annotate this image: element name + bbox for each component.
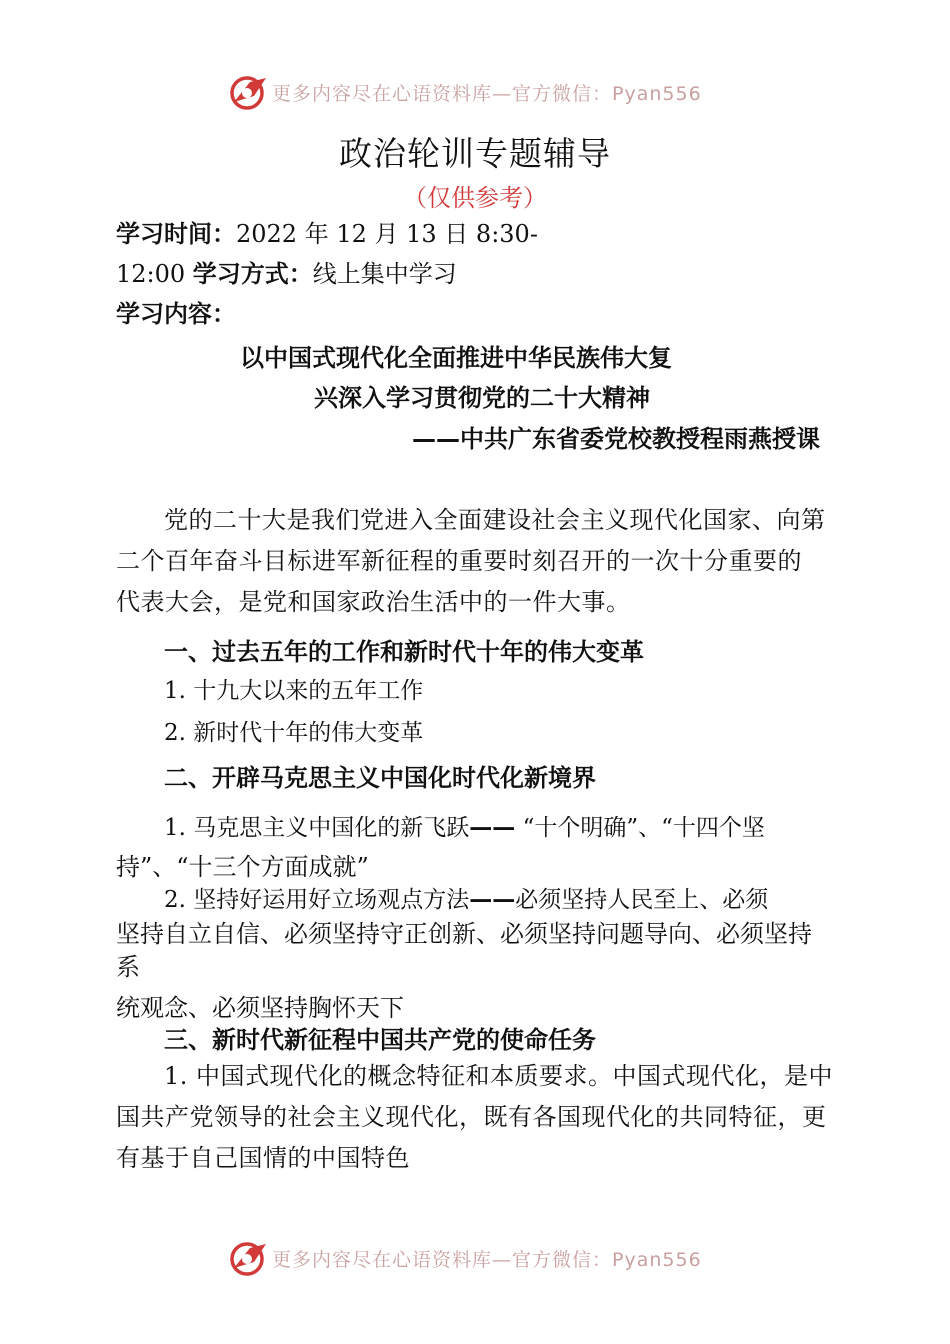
section-2-item-2-cont-3: 统观念、必须坚持胸怀天下 — [116, 994, 404, 1022]
lecture-title-line-2: 兴深入学习贯彻党的二十大精神 — [314, 384, 650, 412]
section-2-heading: 二、开辟马克思主义中国化时代化新境界 — [164, 764, 596, 792]
section-2-item-2: 2. 坚持好运用好立场观点方法——必须坚持人民至上、必须 — [164, 887, 769, 913]
section-2-item-1-cont: 持”、“十三个方面成就” — [116, 853, 369, 881]
section-1-item-1: 1. 十九大以来的五年工作 — [164, 678, 424, 704]
section-3-paragraph: 1. 中国式现代化的概念特征和本质要求。中国式现代化，是中 国共产党领导的社会主义现代化，既有各国现代化的共同特征，更 有基于自己国情的中国特色 — [116, 1062, 834, 1172]
study-time-line: 学习时间：2022 年 12 月 13 日 8:30- — [116, 220, 538, 248]
intro-paragraph: 党的二十大是我们党进入全面建设社会主义现代化国家、向第 二个百年奋斗目标进军新征程的重要时刻召开的一次十分重要的 代表大会，是党和国家政治生活中的一件大事。 — [116, 506, 826, 616]
section-2-item-2-cont-1: 坚持自立自信、必须坚持守正创新、必须坚持问题导向、必须坚持 — [116, 920, 812, 948]
section-2-item-2-cont-2: 系 — [116, 953, 140, 981]
section-2-item-1: 1. 马克思主义中国化的新飞跃—— “十个明确”、“十四个坚 — [164, 815, 765, 841]
study-content-line: 学习内容： — [116, 300, 236, 328]
page-title: 政治轮训专题辅导 — [339, 134, 611, 173]
banner-text: 更多内容尽在心语资料库—官方微信：Pyan556 — [272, 82, 702, 105]
section-1-heading: 一、过去五年的工作和新时代十年的伟大变革 — [164, 638, 644, 666]
banner-text: 更多内容尽在心语资料库—官方微信：Pyan556 — [272, 1248, 702, 1271]
brand-logo-icon — [228, 72, 270, 112]
brand-logo-icon — [228, 1238, 270, 1278]
footer-banner — [228, 1238, 748, 1278]
lecture-title-line-1: 以中国式现代化全面推进中华民族伟大复 — [240, 344, 672, 372]
header-banner — [228, 72, 748, 112]
page-subtitle: （仅供参考） — [403, 184, 547, 212]
section-1-item-2: 2. 新时代十年的伟大变革 — [164, 720, 424, 746]
section-3-heading: 三、新时代新征程中国共产党的使命任务 — [164, 1026, 596, 1054]
lecturer-line: ——中共广东省委党校教授程雨燕授课 — [412, 425, 820, 453]
study-mode-line: 12:00 学习方式：线上集中学习 — [116, 260, 457, 288]
